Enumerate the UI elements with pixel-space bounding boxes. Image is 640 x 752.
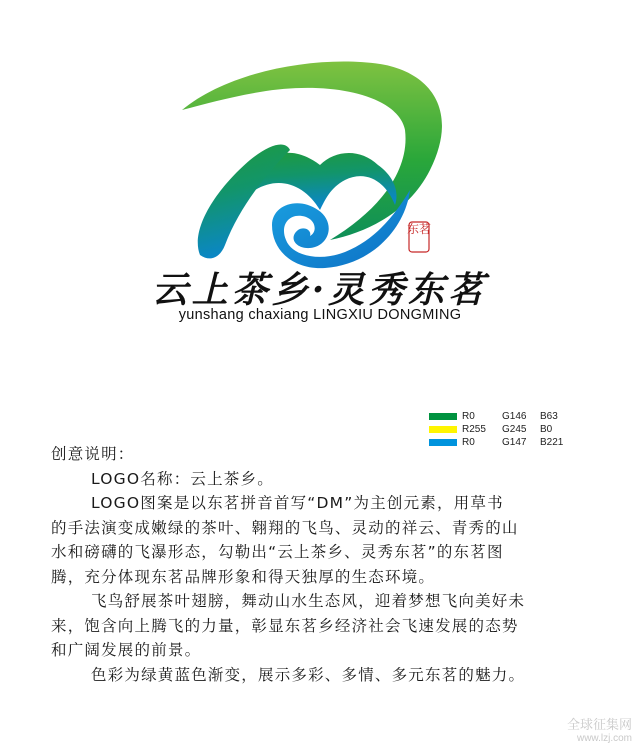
watermark-title: 全球征集网 xyxy=(566,717,632,732)
description-line: LOGO名称：云上茶乡。 xyxy=(91,469,274,488)
seal-stamp: 东茗 xyxy=(407,222,432,236)
swatch-g: G147 xyxy=(502,437,527,448)
watermark-url: www.lzj.com xyxy=(576,733,632,744)
description-line: 和广阔发展的前景。 xyxy=(51,641,202,659)
description-line: 水和磅礴的飞瀑形态，勾勒出“云上茶乡、灵秀东茗”的东茗图 xyxy=(51,543,504,561)
swatch-b: B0 xyxy=(540,424,553,435)
logo-name-english: yunshang chaxiang LINGXIU DONGMING xyxy=(178,307,462,323)
swatch-row-green xyxy=(429,410,563,423)
swatch-r: R0 xyxy=(462,411,475,422)
description-line: 腾，充分体现东茗品牌形象和得天独厚的生态环境。 xyxy=(51,567,436,586)
swatch-b: B221 xyxy=(540,437,564,448)
swatch-b: B63 xyxy=(540,411,558,422)
swatch-row-yellow xyxy=(429,423,563,436)
swatch-r: R255 xyxy=(462,424,486,435)
logo-area xyxy=(0,0,640,340)
description-line: 色彩为绿黄蓝色渐变，展示多彩、多情、多元东茗的魅力。 xyxy=(91,665,526,684)
swatch-yellow xyxy=(429,426,457,433)
description-line: 飞鸟舒展茶叶翅膀，舞动山水生态风，迎着梦想飞向美好未 xyxy=(91,592,526,610)
swatch-g: G146 xyxy=(502,411,527,422)
watermark xyxy=(567,718,632,746)
description-heading: 创意说明： xyxy=(51,445,135,463)
creative-description xyxy=(51,442,591,687)
description-line: LOGO图案是以东茗拼音首写“DM”为主创元素，用草书 xyxy=(91,494,504,512)
swatch-r: R0 xyxy=(462,437,475,448)
description-line: 来，饱含向上腾飞的力量，彰显东茗乡经济社会飞速发展的态势 xyxy=(51,616,519,635)
logo-name-chinese: 云上茶乡·灵秀东茗 xyxy=(151,269,489,311)
description-line: 的手法演变成嫩绿的茶叶、翱翔的飞鸟、灵动的祥云、青秀的山 xyxy=(51,518,519,537)
swatch-g: G245 xyxy=(502,424,527,435)
swatch-green xyxy=(429,413,457,420)
